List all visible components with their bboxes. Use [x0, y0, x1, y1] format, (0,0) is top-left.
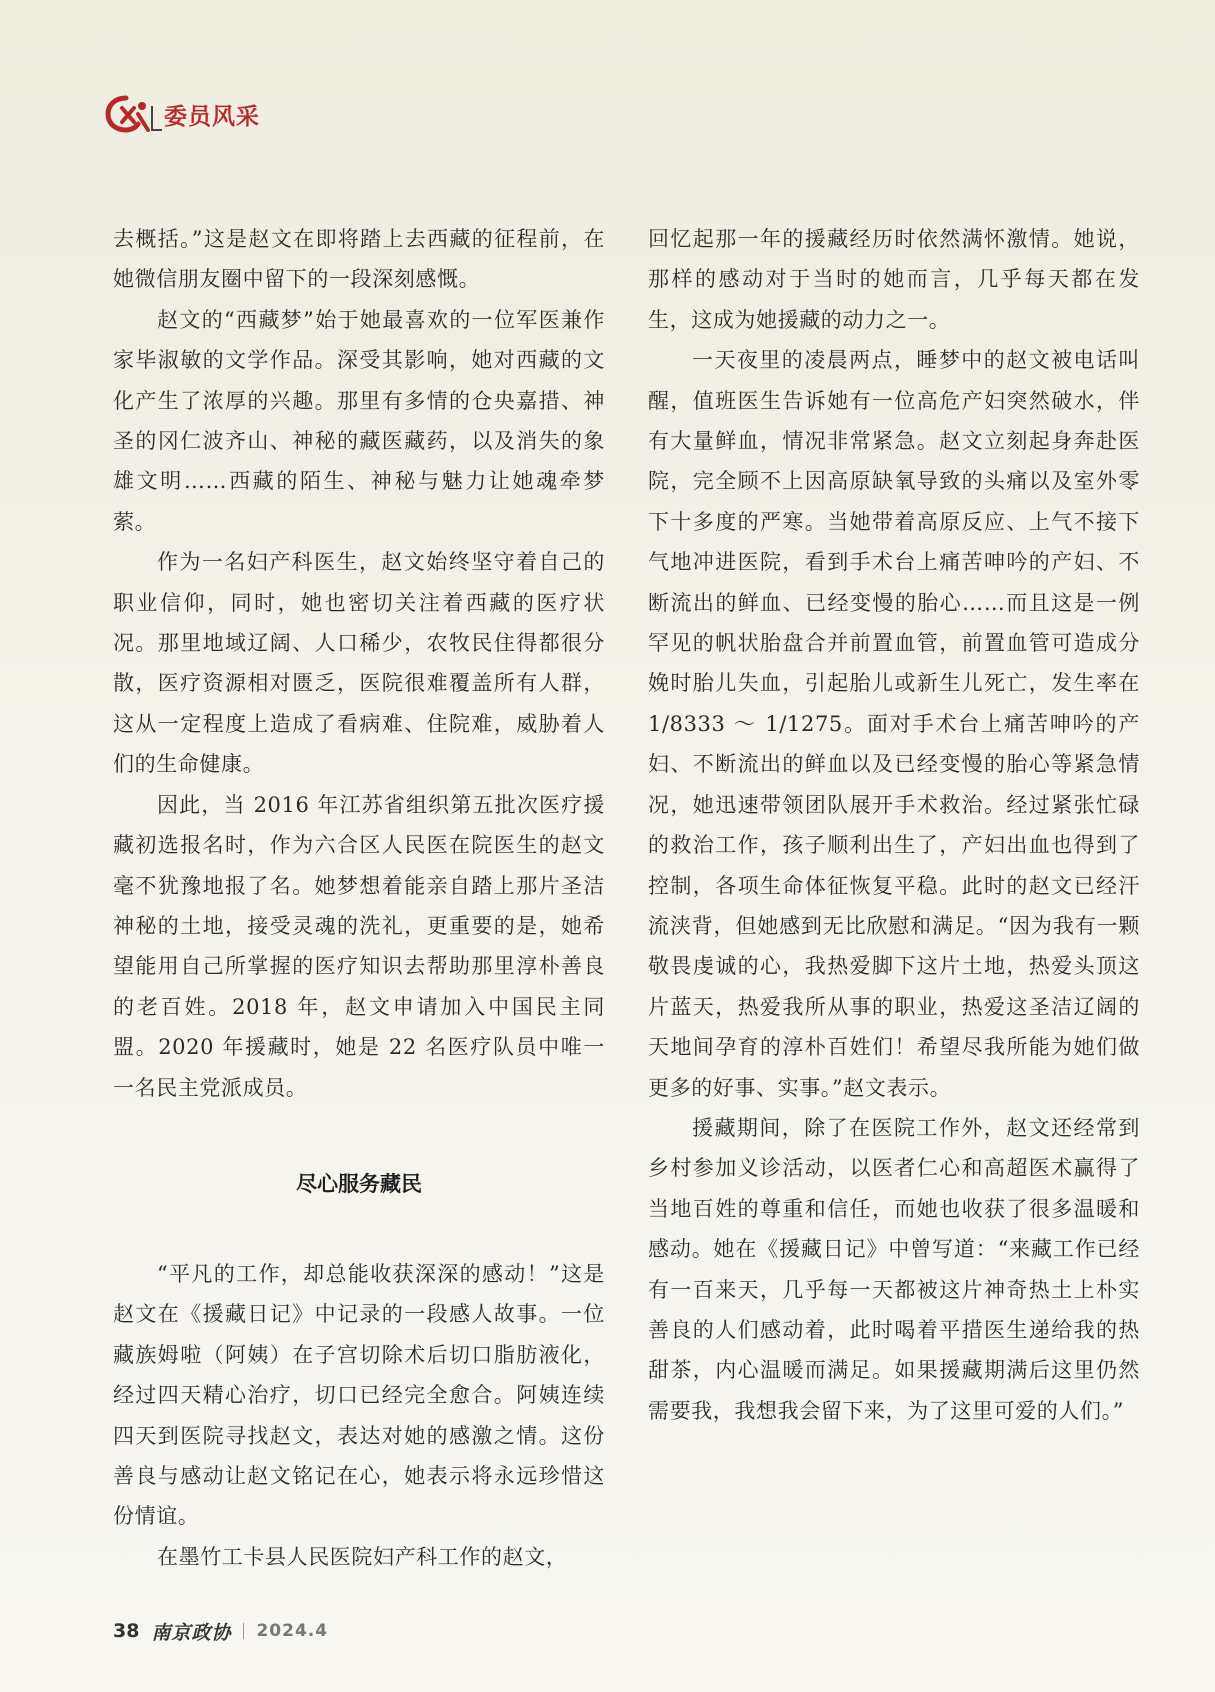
section-label: 委员风采: [164, 104, 260, 130]
paragraph: 赵文的“西藏梦”始于她最喜欢的一位军医兼作家毕淑敏的文学作品。深受其影响，她对西藏的文化产生了浓厚的兴趣。那里有多情的仓央嘉措、神圣的冈仁波齐山、神秘的藏医藏药，以及消失的象雄文明……西藏的陌生、神秘与魅力让她魂牵梦萦。: [113, 307, 605, 534]
paragraph: 作为一名妇产科医生，赵文始终坚守着自己的职业信仰，同时，她也密切关注着西藏的医疗状况。那里地域辽阔、人口稀少，农牧民住得都很分散，医疗资源相对匮乏，医院很难覆盖所有人群，这从一定程度上造成了看病难、住院难，威胁着人们的生命健康。: [113, 550, 605, 777]
paragraph: 回忆起那一年的援藏经历时依然满怀激情。她说，那样的感动对于当时的她而言，几乎每天都在发生，这成为她援藏的动力之一。: [648, 227, 1140, 332]
page-footer: [113, 1616, 328, 1646]
right-column: [648, 219, 1140, 1431]
paragraph: 一天夜里的凌晨两点，睡梦中的赵文被电话叫醒，值班医生告诉她有一位高危产妇突然破水，伴有大量鲜血，情况非常紧急。赵文立刻起身奔赴医院，完全顾不上因高原缺氧导致的头痛以及室外零下十多度的严寒。当她带着高原反应、上气不接下气地冲进医院，看到手术台上痛苦呻吟的产妇、不断流出的鲜血、已经变慢的胎心……而且这是一例罕见的帆状胎盘合并前置血管，前置血管可造成分娩时胎儿失血，引起胎儿或新生儿死亡，发生率在 1/8333 ～ 1/1275。面对手术台上痛苦呻吟的产妇、不断流出的鲜血以及已经变慢的胎心等紧急情况，她迅速带领团队展开手术救治。经过紧张忙碌的救治工作，孩子顺利出生了，产妇出血也得到了控制，各项生命体征恢复平稳。此时的赵文已经汗流浃背，但她感到无比欣慰和满足。“因为我有一颗敬畏虔诚的心，我热爱脚下这片土地，热爱头顶这片蓝天，热爱我所从事的职业，热爱这圣洁辽阔的天地间孕育的淳朴百姓们！希望尽我所能为她们做更多的好事、实事。”赵文表示。: [648, 348, 1140, 1100]
magazine-name: 南京政协: [151, 1621, 232, 1644]
paragraph: 去概括。”这是赵文在即将踏上去西藏的征程前，在她微信朋友圈中留下的一段深刻感慨。: [113, 227, 605, 292]
paragraph: 援藏期间，除了在医院工作外，赵文还经常到乡村参加义诊活动，以医者仁心和高超医术赢得了当地百姓的尊重和信任，而她也收获了很多温暖和感动。她在《援藏日记》中曾写道：“来藏工作已经有一百来天，几乎每一天都被这片神奇热土上朴实善良的人们感动着，此时喝着平措医生递给我的热甜茶，内心温暖而满足。如果援藏期满后这里仍然需要我，我想我会留下来，为了这里可爱的人们。”: [648, 1115, 1140, 1423]
paragraph: 因此，当 2016 年江苏省组织第五批次医疗援藏初选报名时，作为六合区人民医在院医生的赵文毫不犹豫地报了名。她梦想着能亲自踏上那片圣洁神秘的土地，接受灵魂的洗礼，更重要的是，她希望能用自己所掌握的医疗知识去帮助那里淳朴善良的老百姓。2018 年，赵文申请加入中国民主同盟。2020 年援藏时，她是 22 名医疗队员中唯一一名民主党派成员。: [113, 792, 605, 1100]
subheading: 尽心服务藏民: [296, 1171, 422, 1196]
issue-number: 2024.4: [256, 1621, 329, 1641]
paragraph: 在墨竹工卡县人民医院妇产科工作的赵文，: [157, 1544, 568, 1569]
footer-divider: [243, 1623, 244, 1639]
page-number: 38: [113, 1620, 140, 1642]
left-column: [113, 219, 605, 1577]
section-header: [104, 92, 324, 144]
cppcc-logo-icon: [104, 92, 164, 136]
paragraph: “平凡的工作，却总能收获深深的感动！”这是赵文在《援藏日记》中记录的一段感人故事。一位藏族姆啦（阿姨）在子宫切除术后切口脂肪液化，经过四天精心治疗，切口已经完全愈合。阿姨连续四天到医院寻找赵文，表达对她的感激之情。这份善良与感动让赵文铭记在心，她表示将永远珍惜这份情谊。: [113, 1261, 605, 1529]
